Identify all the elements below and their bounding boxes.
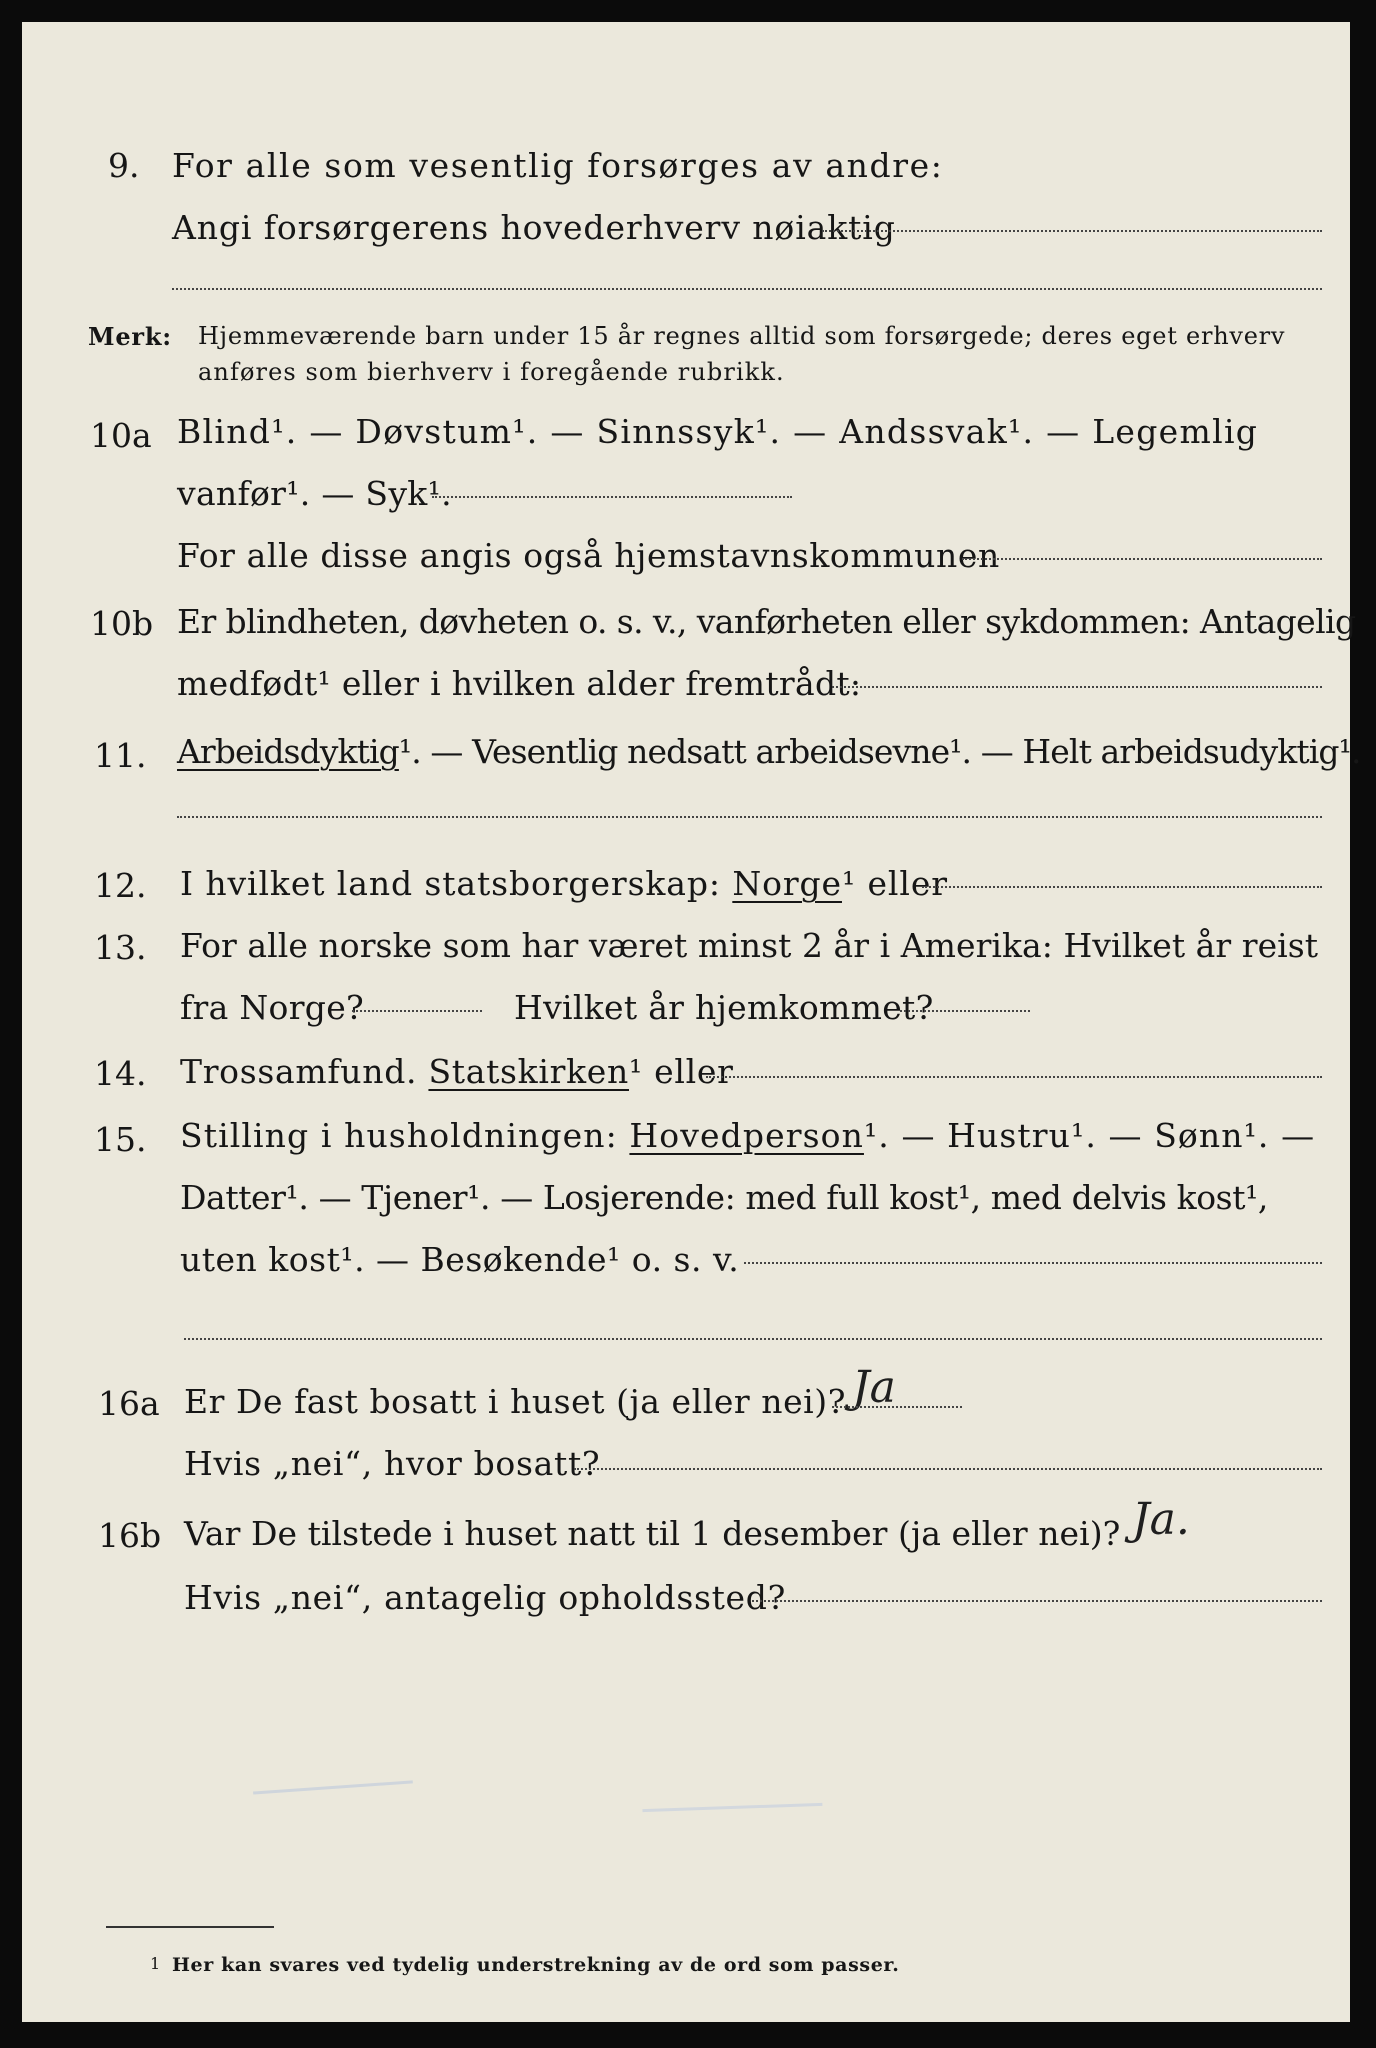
q15-answer-line-2 xyxy=(184,1338,1322,1340)
q9-number: 9. xyxy=(108,146,140,185)
merk-line2: anføres som bierhverv i foregående rubrikk. xyxy=(198,358,785,386)
q13-answer-line-2 xyxy=(900,1010,1030,1012)
merk-label: Merk: xyxy=(88,322,172,351)
q15-number: 15. xyxy=(94,1120,147,1159)
q15-question: Stilling i husholdningen: xyxy=(180,1116,618,1155)
q16a-line1: Er De fast bosatt i huset (ja eller nei)? xyxy=(184,1382,846,1421)
q13-line2a: fra Norge? xyxy=(180,988,365,1027)
q9-answer-line-1 xyxy=(822,230,1322,232)
q13-answer-line-1 xyxy=(352,1010,482,1012)
q14-number: 14. xyxy=(94,1054,147,1093)
q16b-answer-line xyxy=(752,1600,1322,1602)
q15-line2: Datter¹. — Tjener¹. — Losjerende: med full kost¹, med delvis kost¹, xyxy=(180,1178,1268,1217)
q14-answer-line xyxy=(706,1076,1322,1078)
footnote-marker: 1 xyxy=(150,1954,161,1973)
q10b-answer-line xyxy=(832,686,1322,688)
q11-rest: ¹. — Vesentlig nedsatt arbeidsevne¹. — Helt arbeidsudyktig¹. xyxy=(398,732,1361,771)
census-form-page xyxy=(22,22,1361,2022)
q12-number: 12. xyxy=(94,866,147,905)
q10b-number: 10b xyxy=(90,604,154,643)
q10a-line3: For alle disse angis også hjemstavnskommunen xyxy=(177,536,1000,575)
merk-line1: Hjemmeværende barn under 15 år regnes alltid som forsørgede; deres eget erhverv xyxy=(198,322,1286,350)
q9-line2: Angi forsørgerens hovederhverv nøiaktig xyxy=(172,208,896,247)
q11-answer-line xyxy=(177,816,1322,818)
q10b-line1: Er blindheten, døvheten o. s. v., vanførheten eller sykdommen: Antagelig xyxy=(177,602,1356,641)
q13-line1: For alle norske som har været minst 2 år i Amerika: Hvilket år reist xyxy=(180,926,1319,965)
q16b-number: 16b xyxy=(98,1516,162,1555)
q10b-line2: medfødt¹ eller i hvilken alder fremtrådt: xyxy=(177,664,862,703)
q10a-line1: Blind¹. — Døvstum¹. — Sinnssyk¹. — Andssvak¹. — Legemlig xyxy=(177,412,1259,451)
q16a-handwritten-answer: Ja xyxy=(852,1362,896,1413)
q13-number: 13. xyxy=(94,928,147,967)
q10a-answer-line-2 xyxy=(962,558,1322,560)
q14-question: Trossamfund. xyxy=(180,1052,418,1091)
bleed-through-scribble xyxy=(251,1752,413,1794)
q12-post: ¹ eller xyxy=(841,864,948,903)
q15-answer-line-1 xyxy=(744,1262,1322,1264)
q16b-line1: Var De tilstede i huset natt til 1 desember (ja eller nei)? xyxy=(184,1514,1121,1553)
q11-number: 11. xyxy=(94,736,147,775)
q12-option-norge-underlined: Norge xyxy=(732,864,842,903)
bleed-through-scribble-2 xyxy=(642,1779,823,1812)
q9-answer-line-2 xyxy=(172,288,1322,290)
q9-line1: For alle som vesentlig forsørges av andre: xyxy=(172,146,944,185)
q12-question: I hvilket land statsborgerskap: xyxy=(180,864,721,903)
q16a-line2: Hvis „nei“, hvor bosatt? xyxy=(184,1444,601,1483)
q15-line3: uten kost¹. — Besøkende¹ o. s. v. xyxy=(180,1240,740,1279)
q15-option-hovedperson-underlined: Hovedperson xyxy=(629,1116,864,1155)
q10a-number: 10a xyxy=(90,416,152,455)
q15-line1-rest: ¹. — Hustru¹. — Sønn¹. — xyxy=(863,1116,1316,1155)
q16b-handwritten-answer: Ja. xyxy=(1132,1494,1190,1545)
q12-line xyxy=(180,864,948,903)
footnote-text: Her kan svares ved tydelig understrekning av de ord som passer. xyxy=(172,1954,900,1976)
q16a-answer-line-2 xyxy=(574,1468,1322,1470)
q14-post: ¹ eller xyxy=(628,1052,734,1091)
q14-line xyxy=(180,1052,734,1091)
q13-line2b: Hvilket år hjemkommet? xyxy=(514,988,934,1027)
q10a-line2: vanfør¹. — Syk¹. xyxy=(177,474,452,513)
q16b-line2: Hvis „nei“, antagelig opholdssted? xyxy=(184,1578,786,1617)
q10a-answer-line-1 xyxy=(432,496,792,498)
q16a-number: 16a xyxy=(98,1384,160,1423)
q15-line1 xyxy=(180,1116,1315,1155)
q14-option-statskirken-underlined: Statskirken xyxy=(428,1052,629,1091)
q11-option-arbeidsdyktig-underlined: Arbeidsdyktig xyxy=(177,732,399,771)
q16a-answer-line-1 xyxy=(832,1406,962,1408)
q12-answer-line xyxy=(922,886,1322,888)
q11-line1 xyxy=(177,732,1361,771)
footnote-rule xyxy=(106,1926,274,1928)
